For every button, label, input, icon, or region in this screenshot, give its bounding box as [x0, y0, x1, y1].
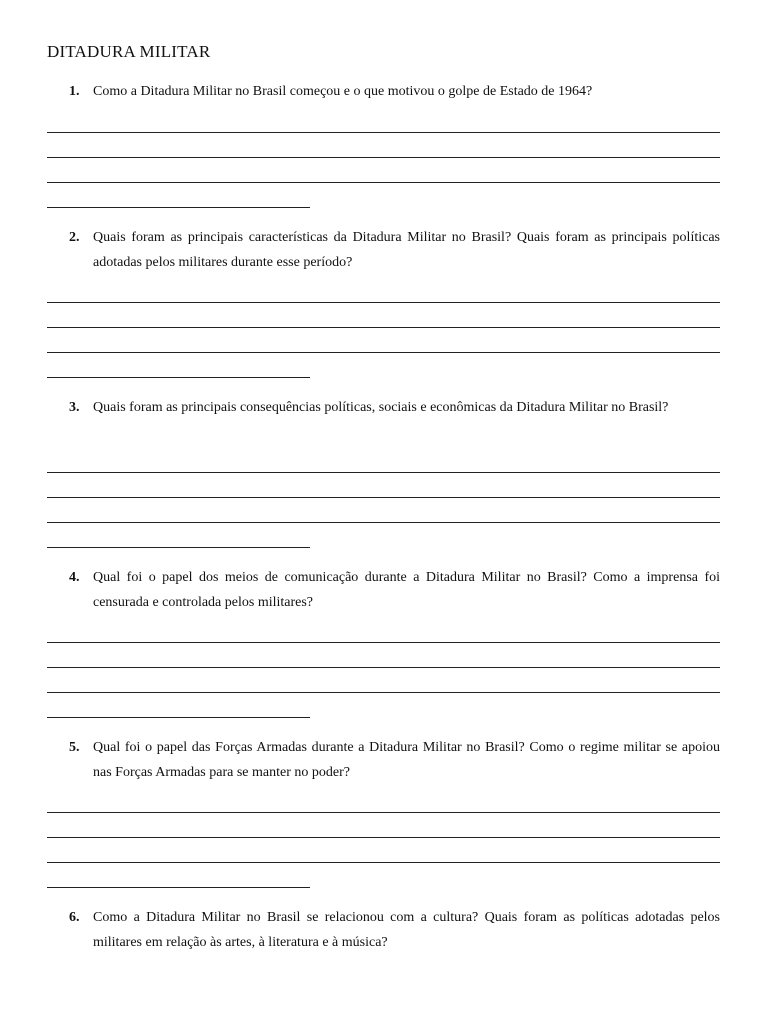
answer-line[interactable]: [47, 302, 720, 303]
answer-line[interactable]: [47, 132, 720, 133]
answer-line[interactable]: [47, 887, 310, 888]
question-2: [47, 225, 720, 275]
question-text: Qual foi o papel dos meios de comunicação durante a Ditadura Militar no Brasil? Como a imprensa foi censurada e controlada pelos militares?: [93, 570, 720, 610]
answer-line[interactable]: [47, 812, 720, 813]
answer-line[interactable]: [47, 692, 720, 693]
question-text: Quais foram as principais consequências políticas, sociais e econômicas da Ditadura Militar no Brasil?: [93, 400, 669, 415]
answer-line[interactable]: [47, 377, 310, 378]
answer-line[interactable]: [47, 182, 720, 183]
answer-line[interactable]: [47, 352, 720, 353]
answer-line[interactable]: [47, 547, 310, 548]
question-text: Quais foram as principais características da Ditadura Militar no Brasil? Quais foram as principais políticas adotadas pelos militares durante esse período?: [93, 230, 720, 270]
question-number: 4.: [69, 570, 80, 585]
question-text: Como a Ditadura Militar no Brasil se relacionou com a cultura? Quais foram as políticas adotadas pelos militares em relação às artes, à literatura e à música?: [93, 910, 720, 950]
worksheet-title: DITADURA MILITAR: [47, 42, 211, 61]
question-number: 3.: [69, 400, 80, 415]
question-number: 5.: [69, 740, 80, 755]
answer-line[interactable]: [47, 642, 720, 643]
answer-line[interactable]: [47, 327, 720, 328]
answer-line[interactable]: [47, 837, 720, 838]
answer-line[interactable]: [47, 862, 720, 863]
question-number: 1.: [69, 84, 80, 99]
question-number: 2.: [69, 230, 80, 245]
question-6: [47, 905, 720, 955]
question-text: Qual foi o papel das Forças Armadas durante a Ditadura Militar no Brasil? Como o regime militar se apoiou nas Forças Armadas para se manter no poder?: [93, 740, 720, 780]
answer-line[interactable]: [47, 497, 720, 498]
answer-line[interactable]: [47, 207, 310, 208]
answer-line[interactable]: [47, 522, 720, 523]
answer-line[interactable]: [47, 667, 720, 668]
answer-line[interactable]: [47, 157, 720, 158]
answer-line[interactable]: [47, 717, 310, 718]
question-3: [47, 395, 720, 420]
answer-line[interactable]: [47, 472, 720, 473]
question-number: 6.: [69, 910, 80, 925]
question-5: [47, 735, 720, 785]
question-text: Como a Ditadura Militar no Brasil começou e o que motivou o golpe de Estado de 1964?: [93, 84, 593, 99]
question-4: [47, 565, 720, 615]
question-1: [47, 79, 720, 104]
